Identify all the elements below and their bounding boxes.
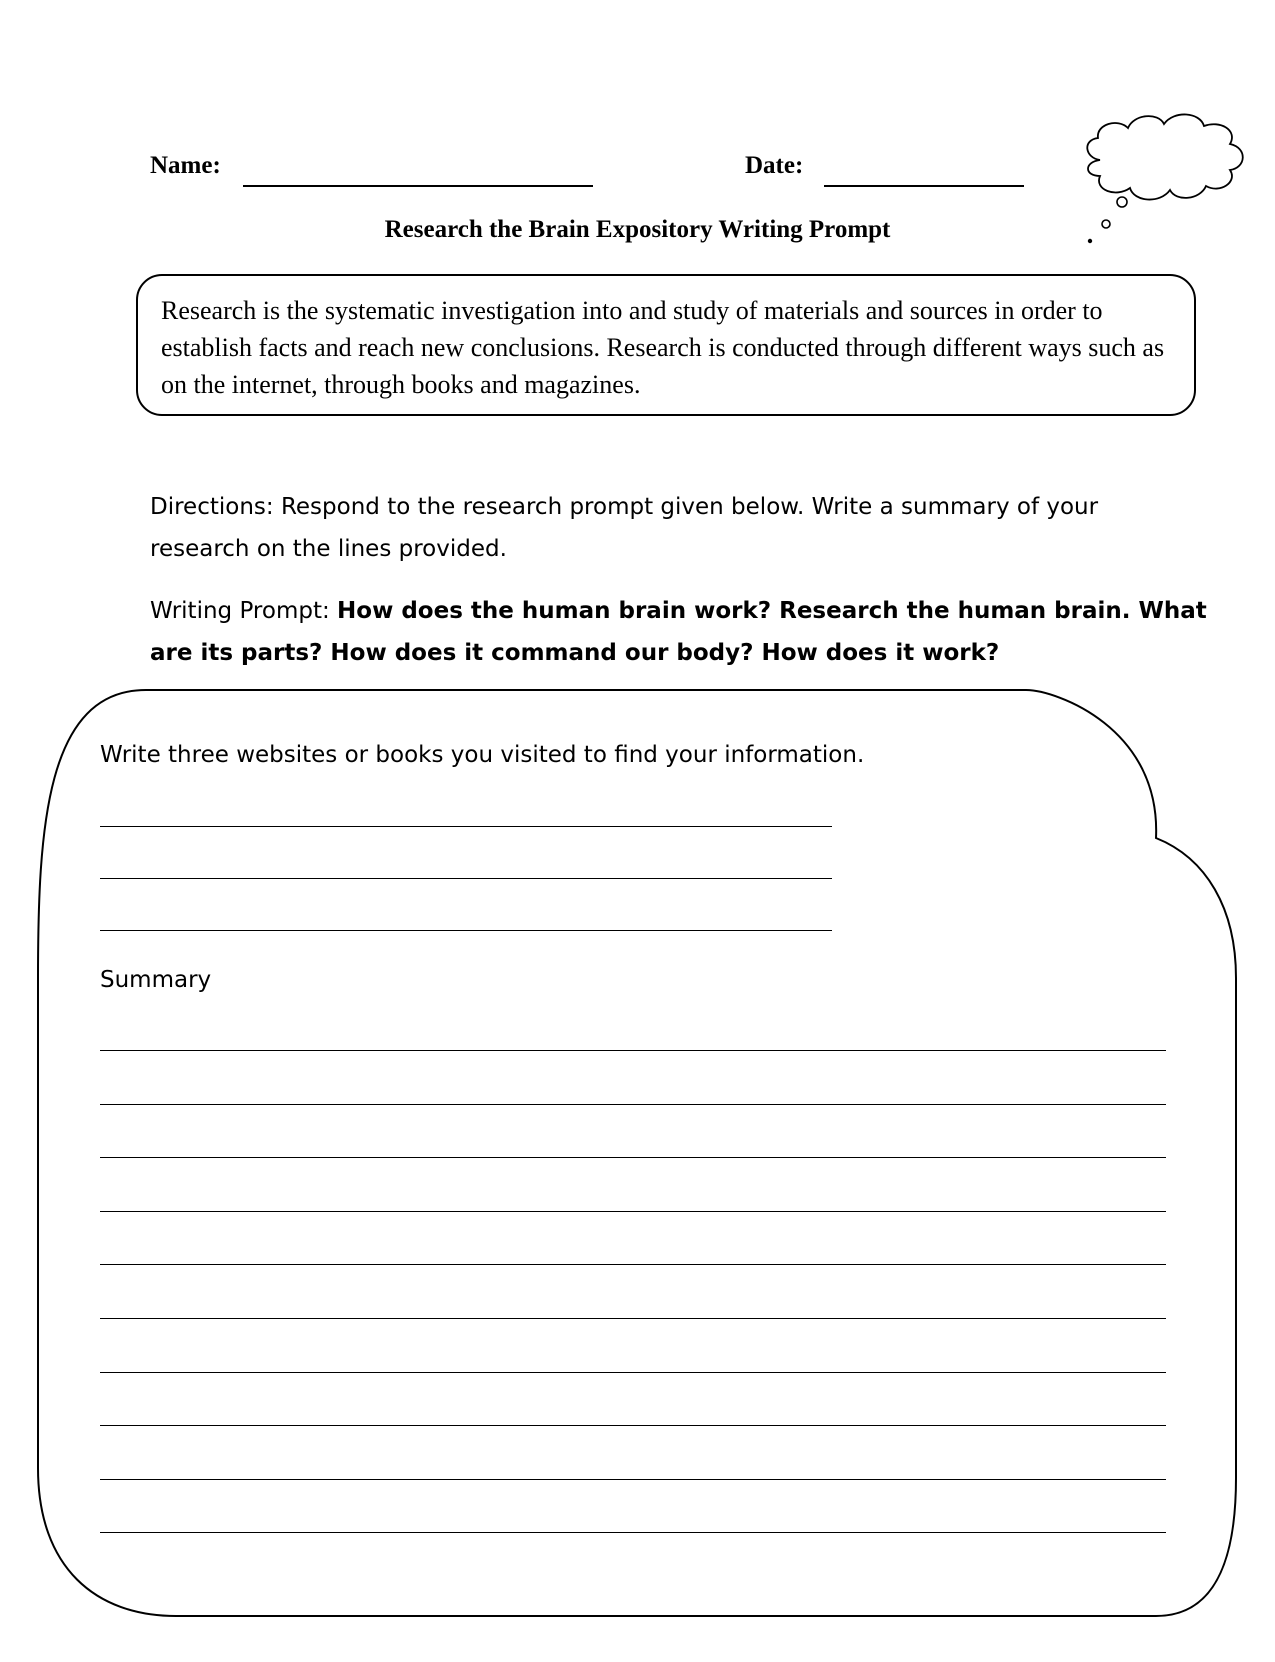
summary-line[interactable]	[100, 1104, 1166, 1105]
summary-line[interactable]	[100, 1157, 1166, 1158]
page-title: Research the Brain Expository Writing Prompt	[384, 216, 891, 243]
summary-line[interactable]	[100, 1264, 1166, 1265]
directions-text: Directions: Respond to the research prompt given below. Write a summary of your research on the lines provided.	[150, 494, 1099, 562]
source-line[interactable]	[100, 878, 832, 879]
name-label: Name:	[150, 152, 221, 179]
summary-line[interactable]	[100, 1425, 1166, 1426]
summary-lines	[100, 1050, 1166, 1586]
source-line[interactable]	[100, 930, 832, 931]
sources-lines	[100, 826, 1170, 996]
summary-line[interactable]	[100, 1372, 1166, 1373]
sources-heading: Write three websites or books you visited to find your information.	[100, 742, 865, 768]
intro-box	[136, 274, 1196, 416]
date-field-line[interactable]	[824, 185, 1024, 187]
prompt-label: Writing Prompt:	[150, 598, 338, 624]
answer-area	[100, 740, 1170, 996]
source-line[interactable]	[100, 826, 832, 827]
date-label: Date:	[745, 152, 804, 179]
summary-heading: Summary	[100, 967, 212, 993]
summary-line[interactable]	[100, 1318, 1166, 1319]
summary-line[interactable]	[100, 1479, 1166, 1480]
name-field-line[interactable]	[243, 185, 593, 187]
prompt-question: How does the human brain work? Research the human brain. What are its parts? How does it command our body? How does it work?	[150, 598, 1207, 666]
intro-text: Research is the systematic investigation into and study of materials and sources in order to establish facts and reach new conclusions. Research is conducted through different ways such as on the internet, through books and magazines.	[161, 296, 1165, 399]
writing-prompt	[150, 590, 1210, 674]
summary-line[interactable]	[100, 1532, 1166, 1533]
summary-line[interactable]	[100, 1050, 1166, 1051]
summary-line[interactable]	[100, 1211, 1166, 1212]
